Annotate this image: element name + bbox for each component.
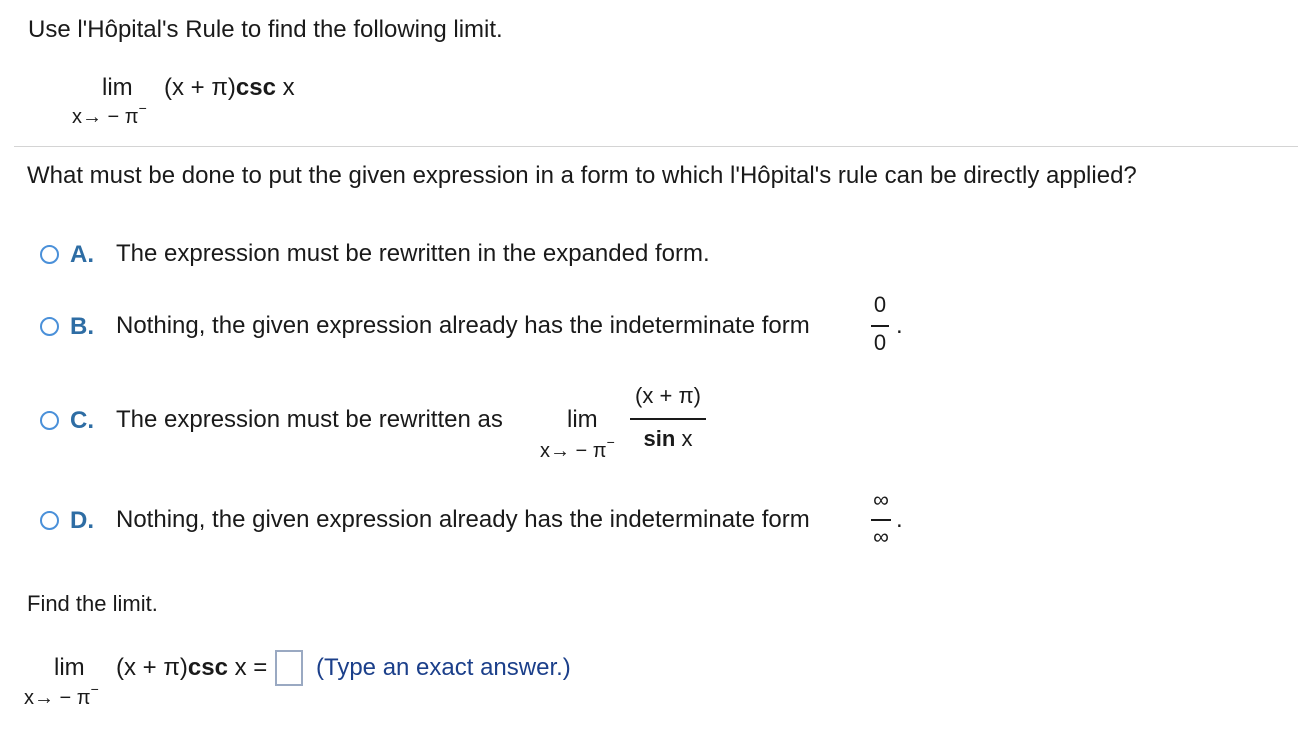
option-text-a: The expression must be rewritten in the expanded form.	[116, 240, 710, 267]
fraction-bar-c	[630, 418, 706, 420]
option-letter-b: B.	[70, 313, 94, 340]
radio-a[interactable]	[40, 245, 59, 264]
option-text-d: Nothing, the given expression already has the indeterminate form	[116, 506, 810, 533]
fraction-denominator-d: ∞	[873, 524, 889, 549]
fraction-bar-b	[871, 325, 889, 327]
option-text-b: Nothing, the given expression already has the indeterminate form	[116, 312, 810, 339]
fraction-bar-d	[871, 519, 891, 521]
radio-d[interactable]	[40, 511, 59, 530]
lim-label-c: lim	[567, 406, 598, 433]
limit-subscript: x→ − π−	[72, 100, 147, 128]
option-text-c: The expression must be rewritten as	[116, 406, 503, 433]
radio-b[interactable]	[40, 317, 59, 336]
fraction-denominator-c: sin x	[643, 426, 693, 451]
fraction-numerator-b: 0	[873, 292, 887, 317]
find-label: Find the limit.	[27, 591, 158, 616]
period-d: .	[896, 506, 903, 533]
option-letter-d: D.	[70, 507, 94, 534]
answer-function: (x + π)csc x =	[116, 654, 268, 681]
fraction-numerator-d: ∞	[873, 487, 889, 512]
fraction-denominator-b: 0	[873, 330, 887, 355]
question-text: What must be done to put the given expression in a form to which l'Hôpital's rule can be directly applied?	[27, 162, 1137, 189]
lim-label-answer: lim	[54, 654, 85, 681]
period-b: .	[896, 312, 903, 339]
limit-function: (x + π)csc x	[164, 74, 295, 101]
answer-input[interactable]	[275, 650, 303, 686]
fraction-numerator-c: (x + π)	[635, 383, 701, 408]
limit-subscript-c: x→ − π−	[540, 434, 615, 462]
lim-label: lim	[102, 74, 133, 101]
option-letter-c: C.	[70, 407, 94, 434]
radio-c[interactable]	[40, 411, 59, 430]
divider	[14, 146, 1298, 147]
instruction-text: Use l'Hôpital's Rule to find the following limit.	[28, 16, 503, 43]
option-letter-a: A.	[70, 241, 94, 268]
answer-hint: (Type an exact answer.)	[316, 654, 571, 681]
answer-subscript: x→ − π−	[24, 681, 99, 709]
